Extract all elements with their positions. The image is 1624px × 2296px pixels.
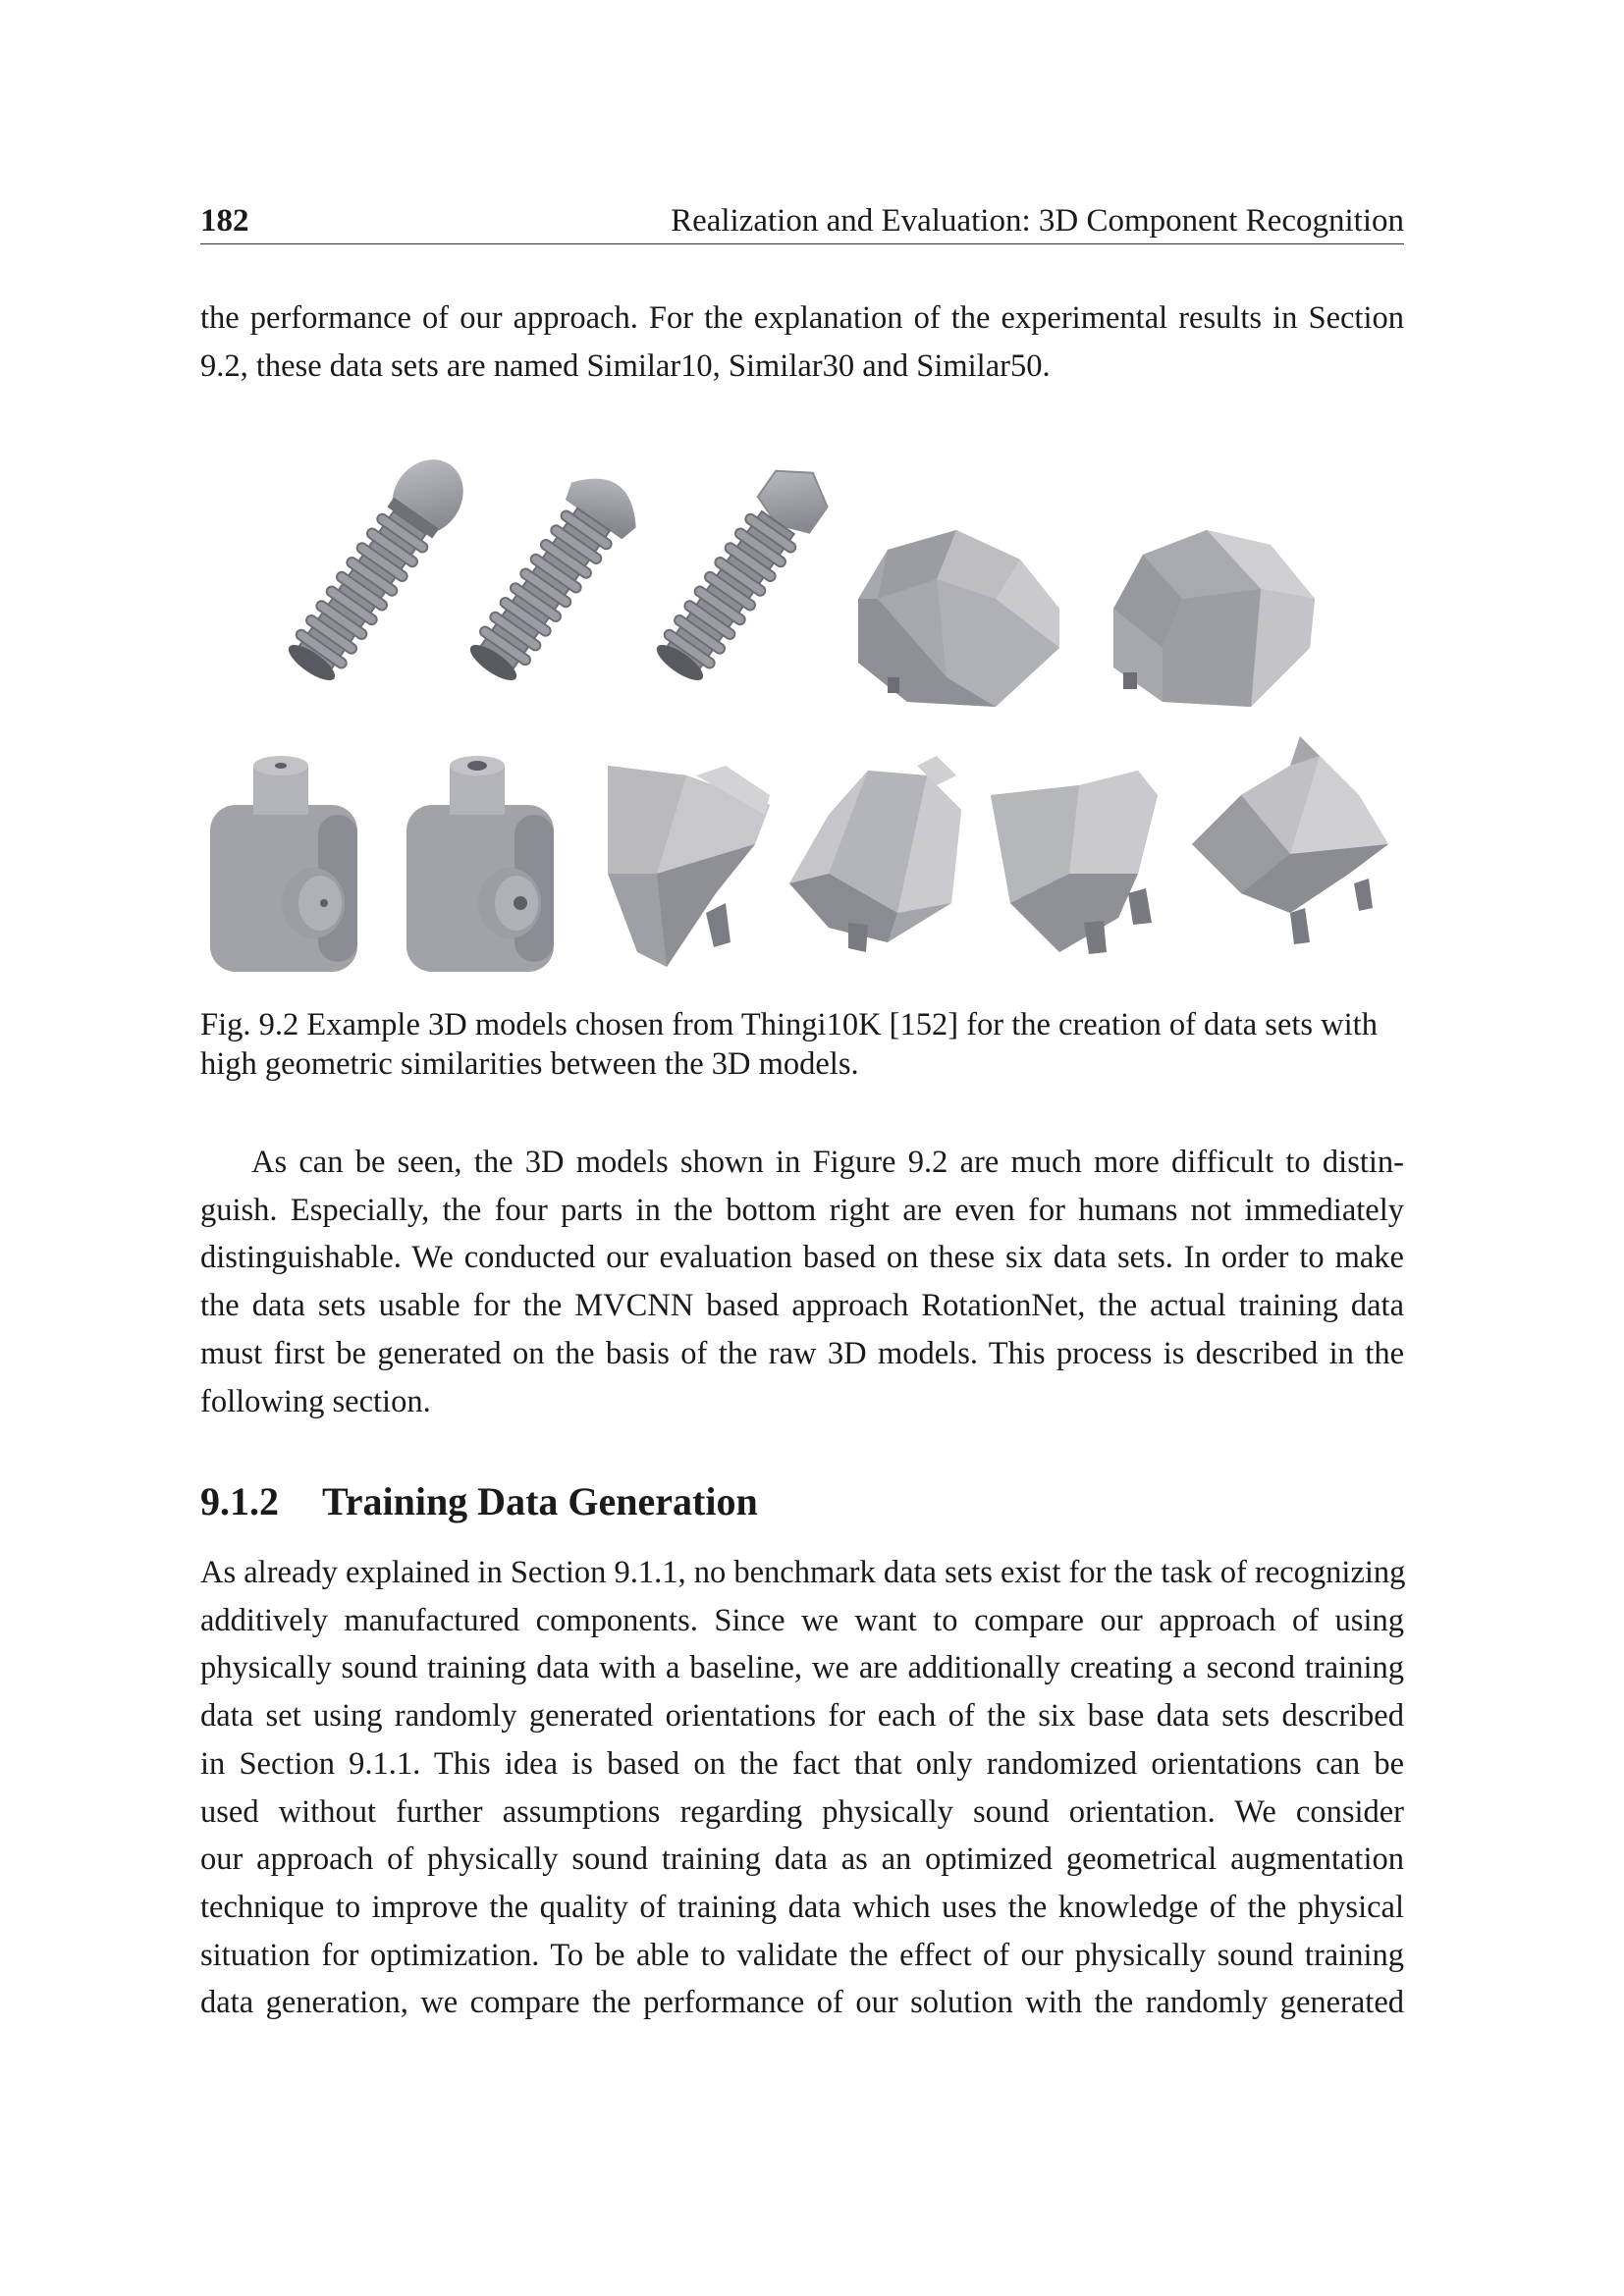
- section-number: 9.1.2: [200, 1479, 279, 1523]
- cube-pipe-model-2: [406, 756, 554, 972]
- text-line: used without further assumptions regarding physically sound orientation. We consider: [200, 1793, 1404, 1830]
- screw-model-3: [649, 454, 839, 688]
- bracket-model-4: [1192, 736, 1388, 944]
- cube-pipe-model-1: [210, 756, 357, 972]
- bracket-model-3: [991, 771, 1158, 954]
- faceted-block-model-2: [1113, 530, 1315, 707]
- text-line: technique to improve the quality of training data which uses the knowledge of the physical: [200, 1889, 1404, 1925]
- running-title: Realization and Evaluation: 3D Component Recognition: [671, 203, 1404, 239]
- text-line: additively manufactured components. Since we want to compare our approach of using: [200, 1602, 1404, 1638]
- text-line: our approach of physically sound training data as an optimized geometrical augmentation: [200, 1842, 1404, 1878]
- text-line: following section.: [200, 1383, 431, 1419]
- bracket-model-2: [789, 756, 961, 952]
- text-line: physically sound training data with a baseline, we are additionally creating a second training: [200, 1650, 1404, 1686]
- text-line: As can be seen, the 3D models shown in Figure 9.2 are much more difficult to distin-: [251, 1145, 1404, 1180]
- text-line: 9.2, these data sets are named Similar10, Similar30 and Similar50.: [200, 347, 1051, 384]
- text-line: distinguishable. We conducted our evaluation based on these six data sets. In order to make: [200, 1240, 1404, 1276]
- section-heading: [200, 1478, 758, 1524]
- text-line: the performance of our approach. For the explanation of the experimental results in Section: [200, 300, 1404, 336]
- text-line: guish. Especially, the four parts in the bottom right are even for humans not immediately: [200, 1192, 1404, 1228]
- figure-9-2: [200, 442, 1404, 991]
- faceted-block-model-1: [858, 530, 1059, 707]
- page-number: 182: [200, 203, 249, 239]
- screw-model-2: [456, 462, 650, 693]
- text-line: must first be generated on the basis of the raw 3D models. This process is described in the: [200, 1335, 1404, 1371]
- paragraph-3: [200, 1549, 1404, 2027]
- text-line: data generation, we compare the performance of our solution with the randomly generated: [200, 1985, 1404, 2021]
- text-line: in Section 9.1.1. This idea is based on the fact that only randomized orientations can be: [200, 1745, 1404, 1782]
- caption-line: high geometric similarities between the 3D models.: [200, 1046, 859, 1082]
- caption-line: Fig. 9.2 Example 3D models chosen from Thingi10K [152] for the creation of data sets with: [200, 1007, 1378, 1042]
- screw-model-1: [279, 446, 478, 690]
- figure-caption: [200, 1005, 1404, 1084]
- paragraph-2: [200, 1139, 1404, 1425]
- bracket-model-1: [608, 766, 770, 967]
- section-title: Training Data Generation: [322, 1479, 758, 1523]
- text-line: As already explained in Section 9.1.1, no benchmark data sets exist for the task of recognizing: [200, 1555, 1406, 1590]
- running-header: [200, 196, 1404, 244]
- text-line: the data sets usable for the MVCNN based approach RotationNet, the actual training data: [200, 1288, 1404, 1324]
- text-line: data set using randomly generated orientations for each of the six base data sets described: [200, 1698, 1404, 1735]
- text-line: situation for optimization. To be able to validate the effect of our physically sound training: [200, 1937, 1404, 1973]
- intro-paragraph: [200, 294, 1404, 390]
